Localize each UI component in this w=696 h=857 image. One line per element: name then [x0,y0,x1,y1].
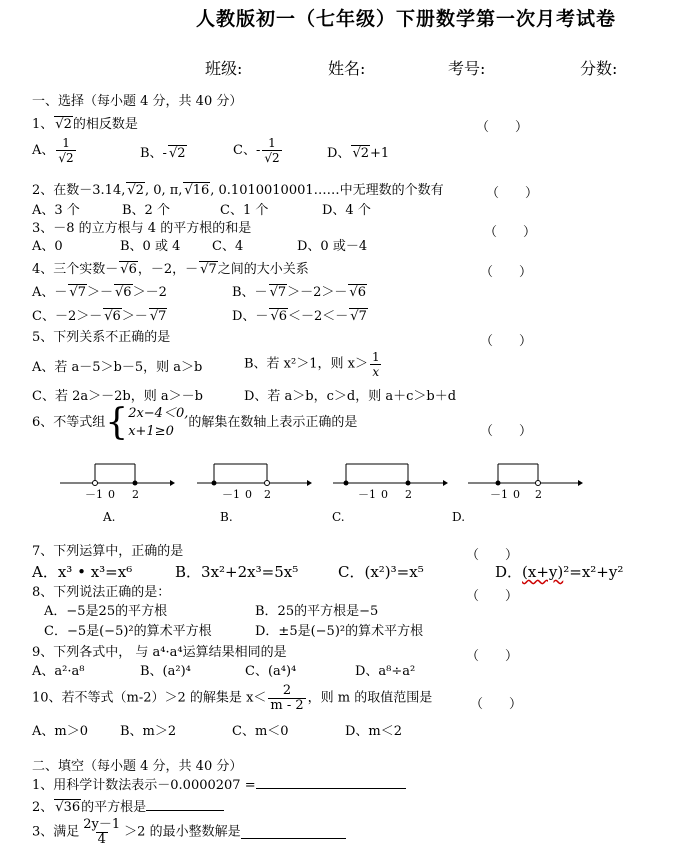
answer-paren-10: （ ） [470,697,523,712]
question-6: 6、不等式组{ 2x−4＜0, x+1≥0 的解集在数轴上表示正确的是 [32,402,358,443]
svg-text:－1: －1 [490,488,508,501]
answer-paren-4: （ ） [480,265,533,280]
svg-text:0: 0 [245,488,252,501]
q8-option-a: A．−5是25的平方根 [44,604,168,619]
answer-paren-6: （ ） [480,424,533,439]
q9-option-d: D、a⁸÷a² [355,664,416,679]
svg-text:0: 0 [108,488,115,501]
section-two-heading: 二、填空（每小题 4 分，共 40 分） [32,759,243,774]
fill-3: 3、满足 $\frac{2y-1}{4}$ ＞2 的最小整数解是 [32,818,346,847]
answer-paren-3: （ ） [484,225,537,240]
answer-paren-9: （ ） [466,649,519,664]
q7-option-b: B．3x²+2x³=5x⁵ [175,563,299,581]
q9-option-c: C、(a⁴)⁴ [245,664,297,679]
name-label: 姓名: [328,59,366,78]
question-1: 1、 √2的相反数是 [32,117,138,132]
class-label: 班级: [205,59,243,78]
q6-choice-a: A. [103,510,116,524]
fill-2: 2、 √36的平方根是 [32,798,224,816]
q8-option-d: D．±5是(−5)²的算术平方根 [255,624,424,639]
q4-option-d: D、－ √6＜－2＜－ √7 [232,309,367,324]
q2-option-d: D、4 个 [322,203,371,218]
answer-paren-8: （ ） [466,589,519,604]
q2-option-c: C、1 个 [220,203,269,218]
answer-blank-3[interactable] [241,826,346,839]
sqrt-symbol: √2 [55,117,72,132]
number-line-d [463,458,583,508]
answer-paren-2: （ ） [486,186,539,201]
q8-option-c: C．−5是(−5)²的算术平方根 [44,624,212,639]
q9-option-a: A、a²·a⁸ [32,664,85,679]
q10-option-b: B、m＞2 [120,724,177,739]
q5-option-d: D、若 a＞b，c＞d，则 a＋c＞b＋d [244,389,457,404]
number-line-b [192,458,312,508]
question-9: 9、下列各式中， 与 a⁴·a⁴运算结果相同的是 [32,645,287,660]
svg-text:2: 2 [132,488,139,501]
q6-choice-b: B. [220,510,233,524]
svg-text:－1: －1 [358,488,376,501]
q2-option-a: A、3 个 [32,203,80,218]
svg-text:2: 2 [264,488,271,501]
q10-option-c: C、m＜0 [232,724,289,739]
number-line-a [55,458,175,508]
question-7: 7、下列运算中，正确的是 [32,544,184,559]
svg-text:－1: －1 [85,488,103,501]
q3-option-d: D、0 或－4 [297,239,368,254]
q1-option-b: B、- √2 [140,146,186,161]
question-4: 4、三个实数－ √6，－2，－ √7之间的大小关系 [32,262,309,277]
answer-blank-2[interactable] [146,798,224,811]
number-line-c [328,458,448,508]
answer-blank-1[interactable] [256,776,406,789]
q3-option-b: B、0 或 4 [120,239,181,254]
q8-option-b: B．25的平方根是−5 [255,604,379,619]
q2-option-b: B、2 个 [122,203,170,218]
svg-text:－1: －1 [222,488,240,501]
q9-option-b: B、(a²)⁴ [140,664,191,679]
q5-option-a: A、若 a－5＞b－5，则 a＞b [32,360,203,375]
svg-text:2: 2 [535,488,542,501]
exam-number-label: 考号: [448,59,486,78]
svg-text:0: 0 [513,488,520,501]
q5-option-b: B、若 x²＞1，则 x＞ $\frac{1}{x}$ [244,350,380,379]
q7-option-c: C．(x²)³=x⁵ [338,563,424,581]
section-one-heading: 一、选择（每小题 4 分，共 40 分） [32,94,243,109]
q7-option-d: D．(x+y)²=x²+y² [495,563,624,581]
q6-choice-c: C. [332,510,345,524]
q4-option-c: C、－2＞－ √6＞－ √7 [32,309,167,324]
svg-text:2: 2 [405,488,412,501]
q7-option-a: A．x³ • x³=x⁶ [32,563,133,581]
q1-option-a: A、 $\frac{1}{√2}$ [32,136,74,165]
score-label: 分数: [580,59,618,78]
q4-option-a: A、－ √7＞－ √6＞－2 [32,285,167,300]
q10-option-d: D、m＜2 [345,724,403,739]
q4-option-b: B、－ √7＞－2＞－ √6 [232,285,366,300]
page-title: 人教版初一（七年级）下册数学第一次月考试卷 [196,8,617,30]
question-10: 10、若不等式（m-2）＞2 的解集是 x＜ $\frac{2}{m - 2}$ ，则 m 的取值范围是 [32,683,433,713]
answer-paren-1: （ ） [476,120,529,135]
q5-option-c: C、若 2a＞－2b，则 a＞－b [32,389,203,404]
question-3: 3、－8 的立方根与 4 的平方根的和是 [32,221,252,236]
question-2: 2、在数－3.14, √2, 0, π, √16, 0.1010010001……中无理数的个数有 [32,183,444,198]
question-5: 5、下列关系不正确的是 [32,330,171,345]
fill-1: 1、用科学计数法表示－0.0000207 = [32,776,406,794]
question-8: 8、下列说法正确的是： [32,585,171,600]
q1-option-d: D、 √2+1 [327,146,390,161]
answer-paren-5: （ ） [480,334,533,349]
q3-option-a: A、0 [32,239,63,254]
q6-choice-d: D. [452,510,466,524]
q1-option-c: C、- $\frac{1}{√2}$ [233,136,280,165]
answer-paren-7: （ ） [466,548,519,563]
svg-text:0: 0 [381,488,388,501]
q3-option-c: C、4 [212,239,244,254]
q10-option-a: A、m＞0 [32,724,88,739]
